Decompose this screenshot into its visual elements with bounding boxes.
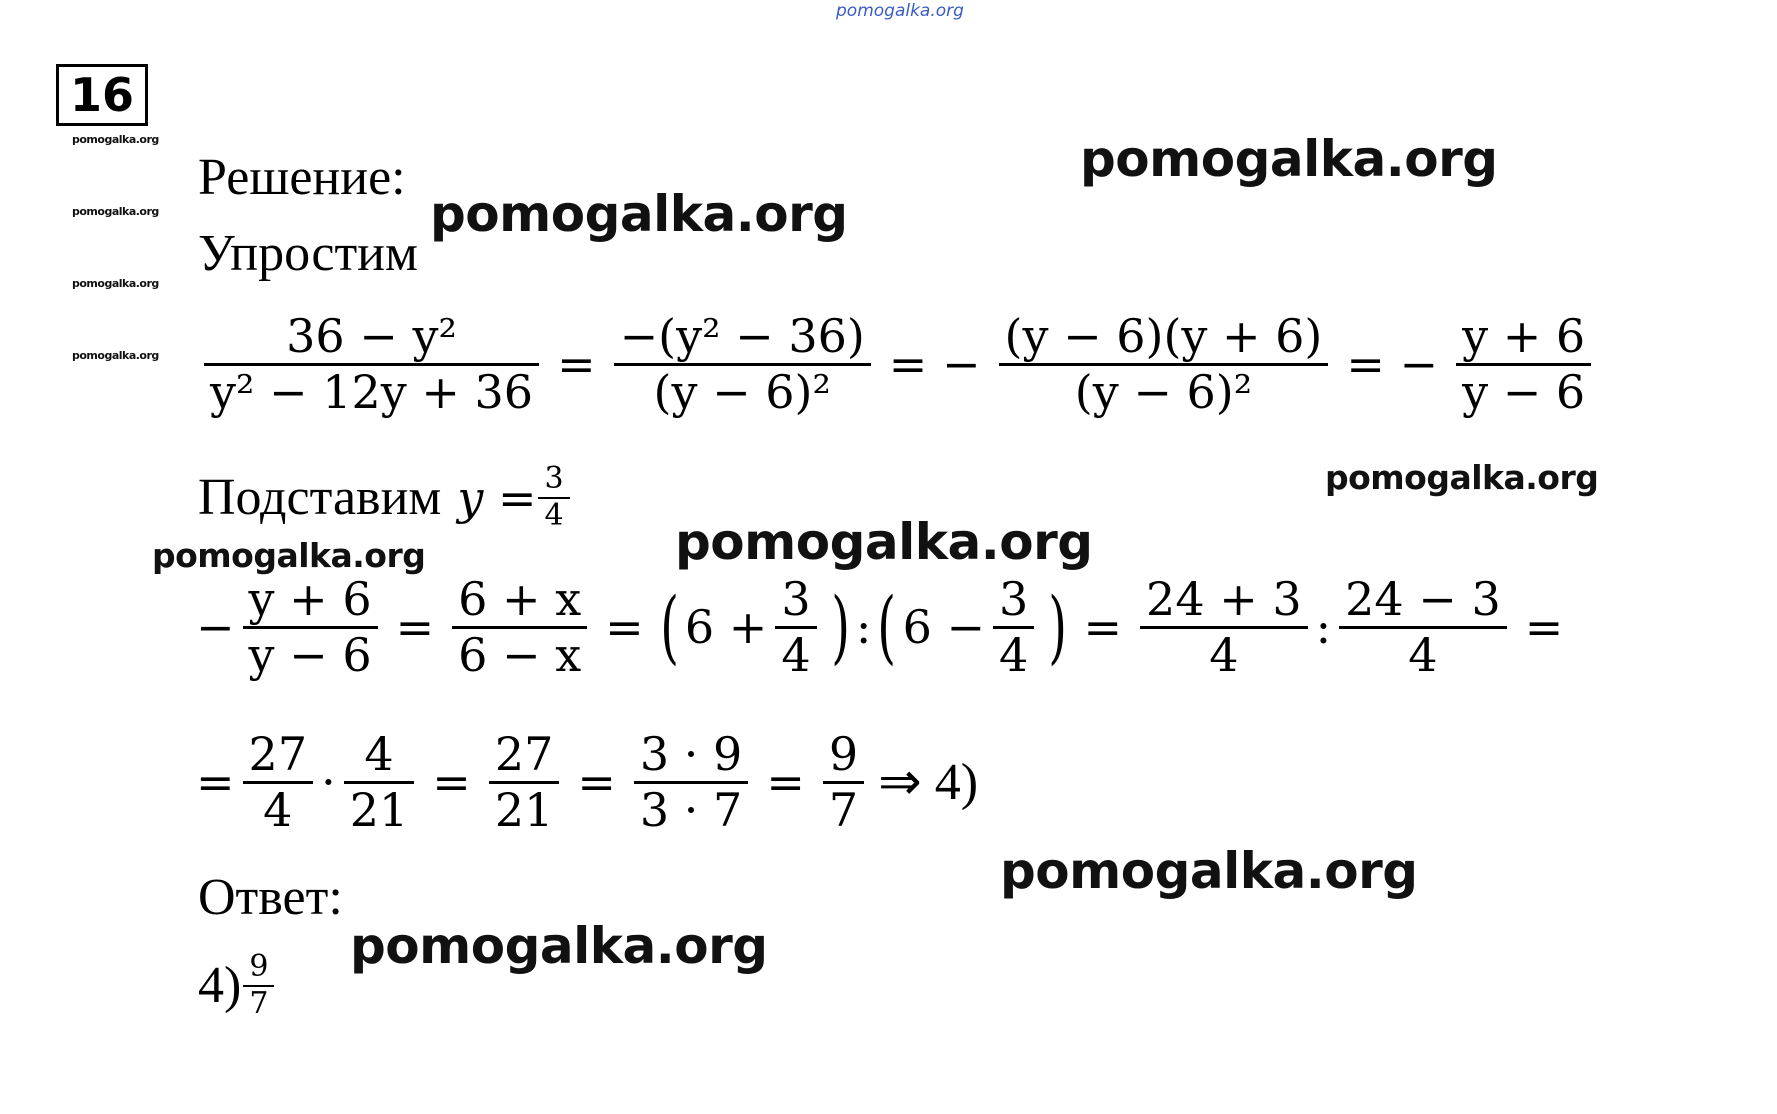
substitution-lhs: y = [457,470,537,525]
equals-minus: = − [888,337,981,392]
equals-sign: = [766,755,805,810]
task-number-box: 16 [56,64,148,126]
fraction-3-5 [823,728,864,837]
fraction-3-4 [634,728,748,837]
equation-line-2 [196,573,1573,682]
fraction-1-3 [999,310,1329,419]
watermark-small-2: pomogalka.org [72,205,159,218]
label-simplify: Упростим [198,225,418,282]
colon: : [855,600,872,655]
watermark-mid-2: pomogalka.org [152,536,426,575]
denominator: (y − 6)² [1074,364,1253,419]
fraction-2-3 [775,573,816,682]
numerator: 27 [248,727,308,781]
substitution-fraction [538,462,569,533]
numerator: 9 [249,949,269,984]
numerator: 9 [828,727,859,781]
numerator: 36 − y² [286,309,457,363]
equals-sign: = [605,600,644,655]
numerator: 3 [781,572,811,626]
watermark-small-1: pomogalka.org [72,133,159,146]
numerator: 3 [544,461,564,496]
numerator: 27 [494,727,554,781]
fraction-2-4 [993,573,1034,682]
numerator: 24 + 3 [1146,572,1302,626]
answer-fraction [243,950,274,1021]
equation-line-1 [196,310,1599,419]
fraction-2-5 [1140,573,1308,682]
watermark-big-2: pomogalka.org [430,185,848,243]
label-solution: Решение: [198,149,406,206]
answer-value [198,950,276,1021]
fraction-1-2 [614,310,871,419]
equals-minus: = − [1346,337,1439,392]
paren-2-term: 6 − [902,600,985,655]
equals-sign: = [577,755,616,810]
numerator: y + 6 [248,572,372,626]
watermark-big-4: pomogalka.org [1000,842,1418,900]
fraction-3-2 [344,728,415,837]
fraction-3-1 [243,728,314,837]
equals-sign: = [196,755,235,810]
denominator: y − 6 [1462,364,1586,419]
answer-prefix: 4) [198,957,242,1014]
equals-sign: = [557,337,596,392]
colon: : [1315,600,1332,655]
implication-result: ⇒ 4) [878,754,979,812]
watermark-big-5: pomogalka.org [350,917,768,975]
numerator: 3 · 9 [639,727,743,781]
watermark-big-1: pomogalka.org [1080,130,1498,188]
fraction-2-1 [243,573,378,682]
right-paren: ) [830,580,850,674]
numerator: 3 [999,572,1029,626]
watermark-big-3: pomogalka.org [675,513,1093,571]
substitution-line [198,462,572,533]
denominator: 6 − x [458,627,582,682]
equals-sign: = [395,600,435,655]
watermark-mid-1: pomogalka.org [1325,458,1599,497]
denominator: 7 [249,985,269,1021]
numerator: −(y² − 36) [619,309,865,363]
denominator: 7 [828,782,859,837]
denominator: 4 [1209,627,1239,682]
denominator: (y − 6)² [653,364,831,419]
numerator: (y − 6)(y + 6) [1004,309,1323,363]
numerator: 6 + x [458,572,582,626]
left-paren: ( [877,580,897,674]
numerator: y + 6 [1462,309,1586,363]
minus-sign: − [196,600,235,655]
equals-sign: = [1524,600,1564,655]
denominator: y² − 12y + 36 [210,364,534,419]
denominator: 4 [263,782,293,837]
multiplication-dot: · [321,755,336,810]
watermark-top[interactable]: pomogalka.org [836,1,964,21]
denominator: 21 [494,782,554,837]
denominator: 4 [999,627,1029,682]
denominator: y − 6 [248,627,372,682]
watermark-small-3: pomogalka.org [72,277,159,290]
paren-1-term: 6 + [684,600,768,655]
fraction-2-2 [452,573,587,682]
denominator: 21 [349,782,409,837]
fraction-2-6 [1339,573,1507,682]
numerator: 4 [364,727,394,781]
fraction-1-4 [1456,310,1591,419]
left-paren: ( [659,580,679,674]
equals-sign: = [432,755,471,810]
denominator: 3 · 7 [639,782,743,837]
equals-sign: = [1083,600,1123,655]
watermark-small-4: pomogalka.org [72,349,159,362]
fraction-3-3 [489,728,560,837]
label-substitute: Подставим [198,469,442,526]
denominator: 4 [781,627,811,682]
right-paren: ) [1048,580,1068,674]
label-answer: Ответ: [198,869,343,926]
denominator: 4 [1408,627,1438,682]
fraction-1-1 [204,310,539,419]
numerator: 24 − 3 [1345,572,1501,626]
equation-line-3 [196,728,978,837]
denominator: 4 [544,497,564,533]
